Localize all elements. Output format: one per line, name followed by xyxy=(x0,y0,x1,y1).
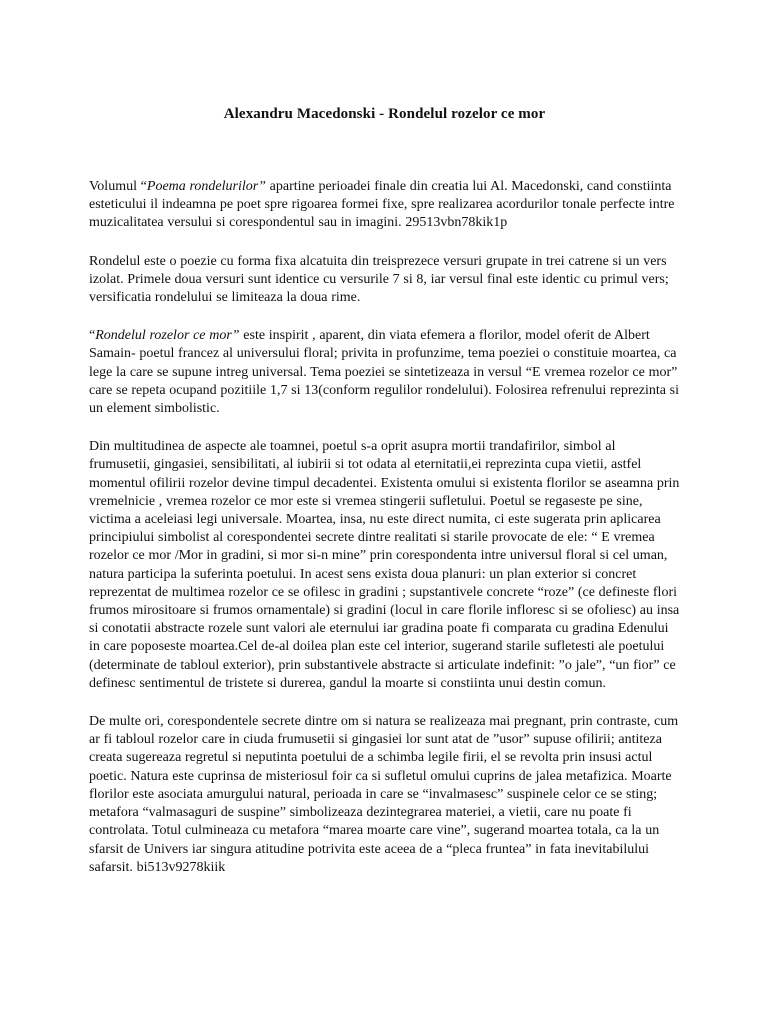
paragraph-text: De multe ori, corespondentele secrete dintre om si natura se realizeaza mai pregnant, prin contraste, cum ar fi tabloul rozelor care in ciuda frumusetii si gingasiei lor sunt atat de ”usor” supuse ofilirii; antiteza creata sugereaza regretul si neputinta poetului de a schimba legile firii, el se revolta prin insusi actul poetic. Natura este cuprinsa de misteriosul foir ca si sufletul omului cuprins de jalea metafizica. Moarte florilor este asociata amurgului natural, perioada in care se “invalmasesc” suspinele celor ce se sting; metafora “valmasaguri de suspine” simbolizeaza dezintegrarea materiei, a vietii, care nu poate fi controlata. Totul culmineaza cu metafora “marea moarte care vine”, sugerand moartea totala, ca la un sfarsit de Univers iar singura atitudine potrivita este aceea de a “pleca fruntea” in fata inevitabilului safarsit. bi513v9278kiik xyxy=(89,714,679,875)
paragraph-text: “ xyxy=(89,328,96,344)
paragraph xyxy=(89,178,680,233)
paragraph xyxy=(89,253,680,308)
italic-text: Rondelul rozelor ce mor” xyxy=(95,328,240,344)
italic-text: Poema rondelurilor” xyxy=(146,179,266,194)
paragraph-text: apartine perioadei finale din creatia lui Al. Macedonski, cand constiinta esteticului il indeamna pe poet spre rigoarea formei fixe, spre realizarea acordurilor tonale perfecte intre muzicalitatea versului si corespondentul sau in imagini. 29513vbn78kik1p xyxy=(89,179,675,231)
paragraph-text: Volumul “ xyxy=(89,179,147,194)
paragraph xyxy=(89,713,680,877)
paragraph xyxy=(89,438,680,693)
document-title: Alexandru Macedonski - Rondelul rozelor ce mor xyxy=(223,106,546,122)
document-body xyxy=(89,178,680,877)
paragraph-text: Rondelul este o poezie cu forma fixa alcatuita din treisprezece versuri grupate in trei catrene si un vers izolat. Primele doua versuri sunt identice cu versurile 7 si 8, iar versul final este identic cu primul vers; versificatia rondelului se limiteaza la doua rime. xyxy=(89,253,669,306)
paragraph xyxy=(89,327,680,418)
paragraph-text: este inspirit , aparent, din viata efemera a florilor, model oferit de Albert Samain- poetul francez al universului floral; privita in profunzime, tema poeziei o constituie moartea, ca lege la care se supune intreg universal. Tema poeziei se sintetizeaza in versul “E vremea rozelor ce mor” care se repeta ocupand pozitiile 1,7 si 13(conform regulilor rondelului). Folosirea refrenului reprezinta si un element simbolistic. xyxy=(89,328,679,417)
paragraph-text: Din multitudinea de aspecte ale toamnei, poetul s-a oprit asupra mortii trandafirilor, simbol al frumusetii, gingasiei, sensibilitati, al iubirii si tot odata al eternitatii,ei reprezinta cupa vietii, astfel momentul ofilirii rozelor devine timpul decadentei. Existenta omului si existenta florilor se aseamna prin vremelnicie , vremea rozelor ce mor este si vremea stingerii sufletului. Poetul se regaseste pe sine, victima a aceleiasi legi universale. Moartea, insa, nu este direct numita, ci este sugerata prin aplicarea principiului simbolist al corespondentei secrete dintre realitati si starile provocate de ele: “ E vremea rozelor ce mor /Mor in gradini, si mor si-n mine” prin corespondenta intre universul floral si cel uman, natura participa la suferinta poetului. In acest sens exista doua planuri: un plan exterior si concret reprezentat de multimea rozelor ce se ofilesc in gradini ; supstantivele concrete “roze” (ce defineste flori frumos mirositoare si frumos ornamentale) si gradini (locul in care florile infloresc si se ofoliesc) au insa si conotatii abstracte rozele sunt valori ale eternului iar gradina poate fi comparata cu gradina Edenului in care poposeste moartea.Cel de-al doilea plan este cel interior, sugerand starile sufletesti ale poetului (determinate de tabloul exterior), prin substantivele abstracte si articulate indefinit: ”o jale”, “un fior” ce definesc sentimentul de tristete si durerea, gandul la moarte si constiinta unui destin comun. xyxy=(89,439,680,691)
